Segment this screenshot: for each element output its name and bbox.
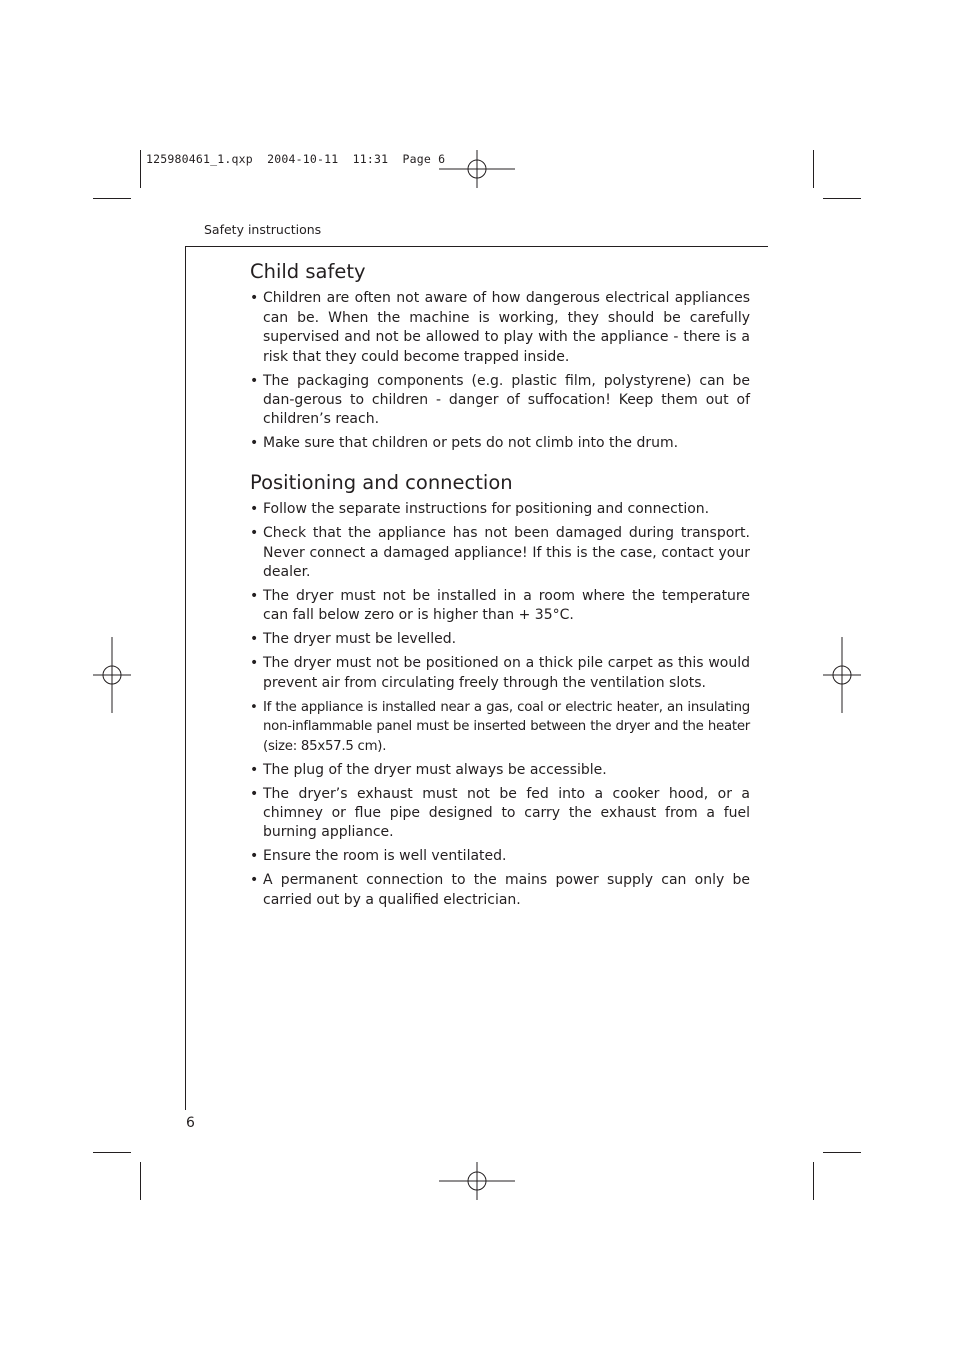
bullet-icon: • <box>250 848 259 865</box>
bullet-icon: • <box>250 435 259 452</box>
list-item <box>250 847 750 866</box>
list-item-text: The packaging components (e.g. plastic film, polystyrene) can be dan-gerous to children - danger of suffocation! Keep them out of children’s reach. <box>263 372 750 428</box>
bullet-list <box>250 289 750 453</box>
bullet-icon: • <box>250 290 259 307</box>
list-item <box>250 524 750 582</box>
list-item-text: A permanent connection to the mains power supply can only be carried out by a qualified electrician. <box>263 872 750 908</box>
section-heading: Child safety <box>250 260 366 283</box>
bullet-icon: • <box>250 655 259 672</box>
list-item-text: If the appliance is installed near a gas, coal or electric heater, an insulating non-inflammable panel must be inserted between the dryer and the heater (size: 85x57.5 cm). <box>263 699 750 754</box>
bullet-icon: • <box>250 699 258 715</box>
list-item <box>250 761 750 780</box>
section-positioning-and-connection <box>250 471 750 910</box>
list-item <box>250 698 750 756</box>
bullet-list <box>250 500 750 910</box>
list-item-text: Check that the appliance has not been damaged during transport. Never connect a damaged appliance! If this is the case, contact your dealer. <box>263 525 750 581</box>
list-item-text: Ensure the room is well ventilated. <box>263 848 507 865</box>
section-heading: Positioning and connection <box>250 470 513 494</box>
list-item <box>250 500 750 519</box>
bullet-icon: • <box>250 761 259 778</box>
list-item <box>250 871 750 910</box>
print-slug-line: 125980461_1.qxp 2004-10-11 11:31 Page 6 <box>146 152 446 166</box>
list-item-text: Follow the separate instructions for positioning and connection. <box>263 501 710 518</box>
bullet-icon: • <box>250 372 259 389</box>
bullet-icon: • <box>250 872 259 889</box>
list-item-text: The dryer must be levelled. <box>263 631 457 648</box>
bullet-icon: • <box>250 631 259 648</box>
list-item <box>250 372 750 430</box>
bullet-icon: • <box>250 588 259 605</box>
list-item <box>250 587 750 626</box>
page-number: 6 <box>186 1115 195 1131</box>
section-child-safety <box>250 260 750 454</box>
registration-mark-bottom <box>439 1162 515 1200</box>
registration-mark-top <box>439 150 515 188</box>
list-item-text: The dryer must not be positioned on a thick pile carpet as this would prevent air from circulating freely through the ventilation slots. <box>263 655 750 691</box>
registration-mark-left <box>93 637 131 713</box>
registration-mark-right <box>823 637 861 713</box>
list-item-text: Make sure that children or pets do not climb into the drum. <box>263 435 679 452</box>
running-head: Safety instructions <box>204 222 322 237</box>
list-item-text: The dryer’s exhaust must not be fed into a cooker hood, or a chimney or flue pipe designed to carry the exhaust from a fuel burning appliance. <box>263 785 750 841</box>
list-item <box>250 654 750 693</box>
list-item-text: The plug of the dryer must always be accessible. <box>263 761 607 778</box>
bullet-icon: • <box>250 525 259 542</box>
list-item-text: Children are often not aware of how dangerous electrical appliances can be. When the machine is working, they should be carefully supervised and not be allowed to play with the appliance - there is a risk that they could become trapped inside. <box>263 290 750 365</box>
bullet-icon: • <box>250 785 259 802</box>
header-rule <box>186 246 768 247</box>
list-item <box>250 785 750 843</box>
margin-rule <box>185 246 186 1110</box>
list-item <box>250 434 750 453</box>
main-content <box>250 260 750 915</box>
list-item <box>250 630 750 649</box>
bullet-icon: • <box>250 501 259 518</box>
list-item <box>250 289 750 367</box>
list-item-text: The dryer must not be installed in a room where the temperature can fall below zero or is higher than + 35°C. <box>263 588 750 624</box>
